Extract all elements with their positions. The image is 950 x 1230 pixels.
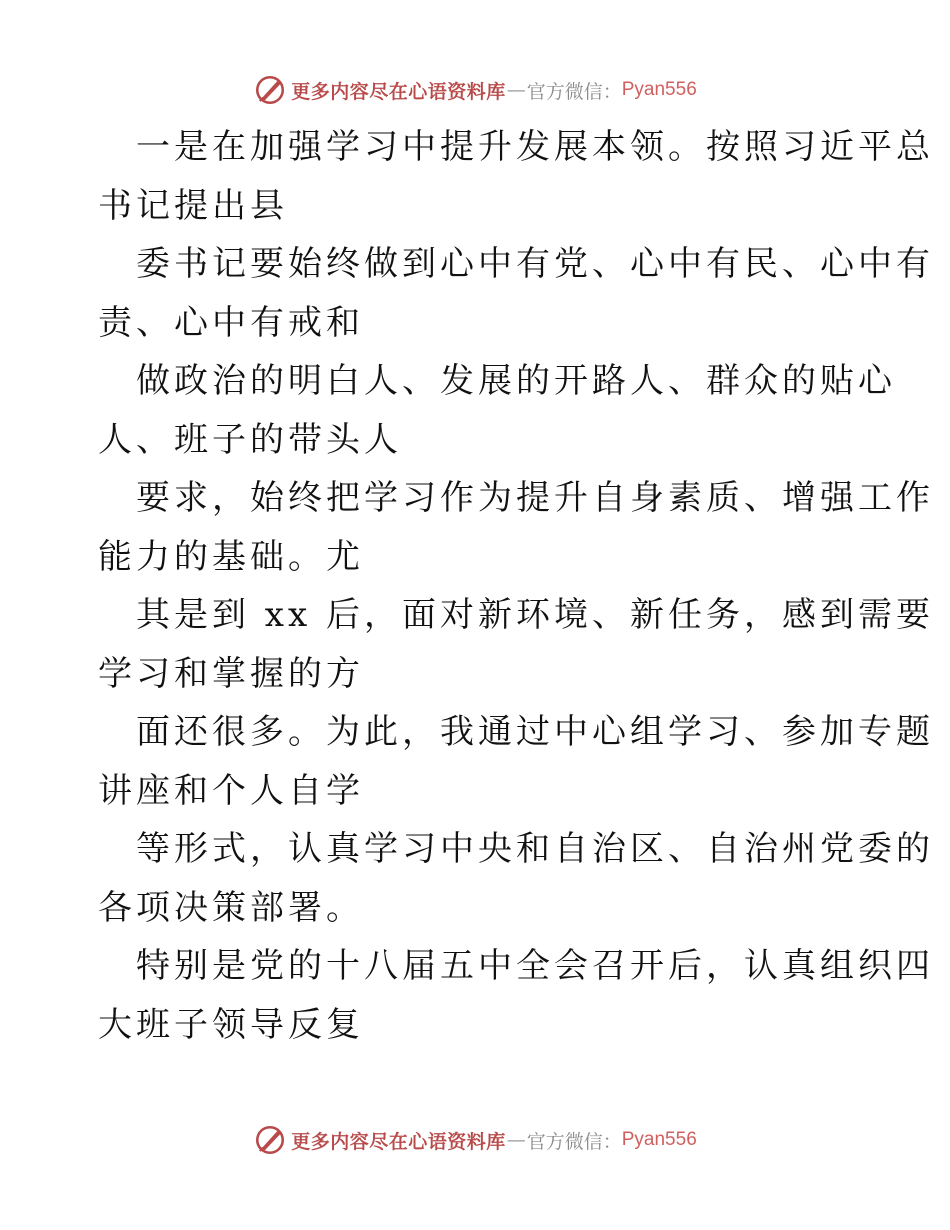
banner-wechat-account: Pyan556 bbox=[621, 79, 697, 100]
banner-site-name: 更多内容尽在心语资料库 bbox=[291, 1130, 506, 1153]
document-body bbox=[98, 118, 934, 1054]
paragraph-line: 面还很多。为此，我通过中心组学习、参加专题 bbox=[136, 712, 934, 752]
header-banner bbox=[0, 70, 950, 110]
banner-wechat-account: Pyan556 bbox=[621, 1129, 697, 1150]
paragraph-line: 做政治的明白人、发展的开路人、群众的贴心 bbox=[136, 361, 896, 401]
paragraph-line: 责、心中有戒和 bbox=[98, 302, 364, 343]
banner-dash: — bbox=[506, 1129, 526, 1151]
paragraph-line: 能力的基础。尤 bbox=[98, 536, 364, 577]
banner-site-name: 更多内容尽在心语资料库 bbox=[291, 80, 506, 103]
paragraph-line: 人、班子的带头人 bbox=[98, 419, 402, 460]
paragraph-line: 各项决策部署。 bbox=[98, 887, 364, 928]
banner-wechat-label: 官方微信： bbox=[526, 80, 622, 103]
paragraph-line: 一是在加强学习中提升发展本领。按照习近平总 bbox=[136, 127, 934, 167]
paragraph-line: 委书记要始终做到心中有党、心中有民、心中有 bbox=[136, 244, 934, 284]
banner-dash: — bbox=[506, 79, 526, 101]
quill-logo-icon bbox=[253, 73, 287, 107]
paragraph-line: 其是到 xx 后，面对新环境、新任务，感到需要 bbox=[136, 595, 934, 635]
quill-logo-icon bbox=[253, 1123, 287, 1157]
banner-wechat-label: 官方微信： bbox=[526, 1130, 622, 1153]
paragraph-line: 等形式，认真学习中央和自治区、自治州党委的 bbox=[136, 829, 934, 869]
paragraph-line: 要求，始终把学习作为提升自身素质、增强工作 bbox=[136, 478, 934, 518]
paragraph-line: 书记提出县 bbox=[98, 185, 288, 226]
paragraph-line: 学习和掌握的方 bbox=[98, 653, 364, 694]
paragraph-line: 大班子领导反复 bbox=[98, 1004, 364, 1045]
footer-banner bbox=[0, 1120, 950, 1160]
paragraph-line: 讲座和个人自学 bbox=[98, 770, 364, 811]
paragraph-line: 特别是党的十八届五中全会召开后，认真组织四 bbox=[136, 946, 934, 986]
